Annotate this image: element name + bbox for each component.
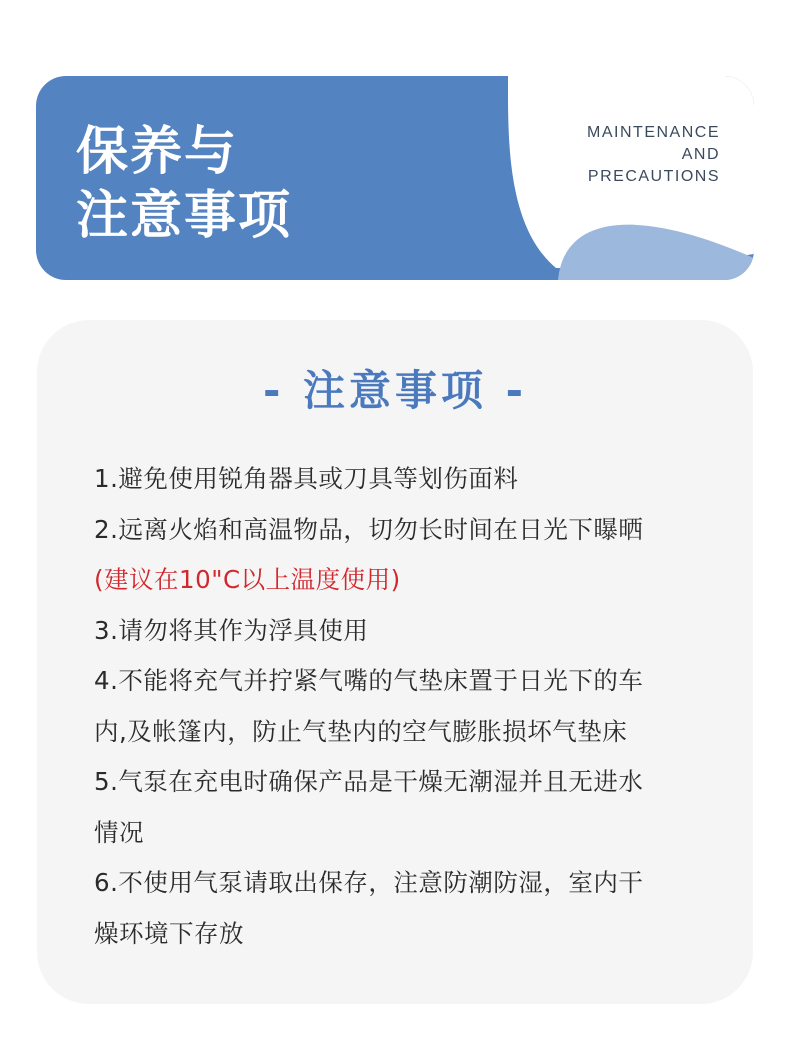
notice-line: 3.请勿将其作为浮具使用: [94, 615, 369, 645]
notice-line: 燥环境下存放: [94, 918, 244, 948]
notice-list: [94, 454, 714, 959]
notice-line: 4.不能将充气并拧紧气嘴的气垫床置于日光下的车: [94, 666, 644, 695]
notice-line: 5.气泵在充电时确保产品是干燥无潮湿并且无进水: [94, 767, 644, 796]
header-banner: [36, 76, 754, 280]
notice-line: 1.避免使用锐角器具或刀具等划伤面料: [94, 464, 519, 493]
notice-heading: - 注意事项 -: [262, 366, 528, 415]
banner-english-title: [587, 122, 720, 188]
notice-line: 6.不使用气泵请取出保存，注意防潮防湿，室内干: [94, 868, 644, 897]
notice-line: 2.远离火焰和高温物品，切勿长时间在日光下曝晒: [94, 514, 644, 544]
notice-line-warning: (建议在10"C以上温度使用): [94, 565, 401, 594]
banner-title-line2: 注意事项: [76, 186, 293, 246]
banner-english-line2: AND: [681, 146, 720, 163]
banner-english-line1: MAINTENANCE: [587, 124, 720, 141]
banner-title: [76, 120, 292, 248]
notice-card: [37, 320, 753, 1004]
banner-english-line3: PRECAUTIONS: [587, 168, 720, 185]
notice-line: 情况: [94, 817, 144, 847]
notice-line: 内,及帐篷内，防止气垫内的空气膨胀损坏气垫床: [94, 716, 628, 746]
banner-title-line1: 保养与: [76, 122, 239, 182]
